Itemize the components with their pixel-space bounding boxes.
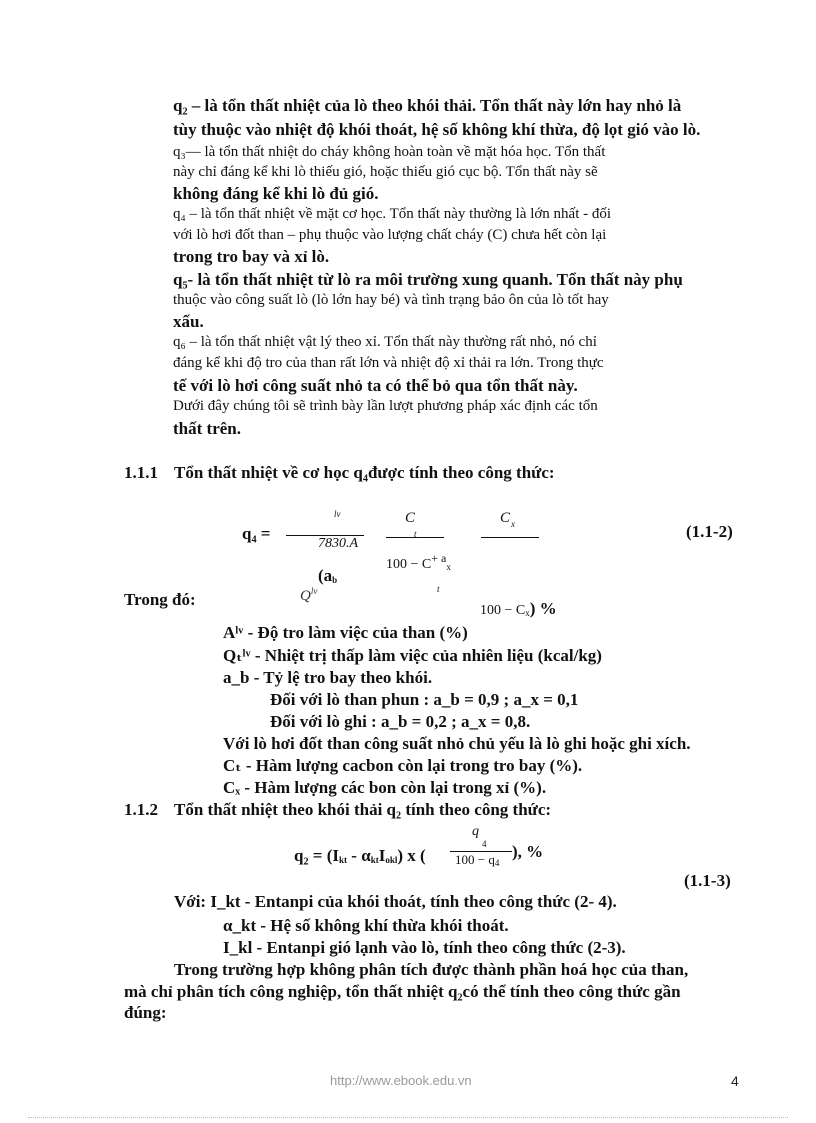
text-line: tùy thuộc vào nhiệt độ khói thoát, hệ số không khí thừa, độ lọt gió vào lò. <box>173 120 701 139</box>
text-line: q₆ – là tổn thất nhiệt vật lý theo xỉ. Tổn thất này thường rất nhỏ, nó chỉ <box>173 334 597 350</box>
definition-line: Cₜ - Hàm lượng cacbon còn lại trong tro bay (%). <box>223 756 583 775</box>
eq-ct: C <box>405 510 416 526</box>
fraction-bar <box>481 537 539 538</box>
eq-q4-sub: 4 <box>482 839 487 849</box>
section-number: 1.1.1 <box>124 463 158 482</box>
eq-sup: lv <box>334 509 341 519</box>
definition-line: Với: I_kt - Entanpi của khói thoát, tính theo công thức (2- 4). <box>174 892 617 911</box>
text-line: q₂ – là tổn thất nhiệt của lò theo khói thải. Tổn thất này lớn hay nhỏ là <box>173 96 682 115</box>
text-line: Dưới đây chúng tôi sẽ trình bày lần lượt phương pháp xác định các tổn <box>173 398 598 414</box>
eq-lhs: q₄ = <box>242 524 271 543</box>
text-line: đáng kể khi độ tro của than rất lớn và nhiệt độ xỉ thải ra lớn. Trong thực <box>173 355 604 371</box>
eq-end: ), % <box>512 842 544 861</box>
page-separator <box>28 1117 788 1118</box>
text-line: mà chỉ phân tích công nghiệp, tổn thất nhiệt q₂có thể tính theo công thức gần <box>124 982 681 1001</box>
text-line: q₅- là tổn thất nhiệt từ lò ra môi trường xung quanh. Tổn thất này phụ <box>173 270 683 289</box>
text-line: với lò hơi đốt than – phụ thuộc vào lượng chất cháy (C) chưa hết còn lại <box>173 227 607 243</box>
text-line: không đáng kể khi lò đủ gió. <box>173 184 379 203</box>
section-heading: Tổn thất nhiệt theo khói thải q₂ tính theo công thức: <box>174 800 552 819</box>
text-line: q₃— là tổn thất nhiệt do cháy không hoàn toàn về mặt hóa học. Tổn thất <box>173 144 606 160</box>
definition-line: I_kl - Entanpi gió lạnh vào lò, tính theo công thức (2-3). <box>223 938 626 957</box>
eq-q4: q <box>472 824 479 839</box>
text-line: thất trên. <box>173 419 241 438</box>
definition-line: a_b - Tỷ lệ tro bay theo khói. <box>223 668 433 687</box>
text-line: trong tro bay và xỉ lò. <box>173 247 330 266</box>
eq-cx: C <box>500 510 511 526</box>
eq-ct-sub: t <box>414 529 417 539</box>
eq-lhs: $q_2 = (I_{kt} - \alpha_{kt}I_{okl})$ x ( <box>294 846 426 865</box>
definition-line: Với lò hơi đốt than công suất nhỏ chủ yếu là lò ghi hoặc ghi xích. <box>223 734 691 753</box>
section-number: 1.1.2 <box>124 800 158 819</box>
eq-mid: $100 - C+ a_x$ <box>386 551 451 572</box>
definition-line: α_kt - Hệ số không khí thừa khói thoát. <box>223 916 509 935</box>
text-line: này chỉ đáng kể khi lò thiếu gió, hoặc thiếu gió cục bộ. Tổn thất này sẽ <box>173 164 598 180</box>
eq-cx-sub: x <box>511 519 515 529</box>
eq-ab: ($a_b$ <box>318 566 338 585</box>
page-number: 4 <box>731 1073 739 1089</box>
definition-line: Aˡᵛ - Độ tro làm việc của than (%) <box>223 623 468 642</box>
definition-line: Đối với lò than phun : a_b = 0,9 ; a_x = 0,1 <box>270 690 579 709</box>
equation-number: (1.1-3) <box>684 871 731 890</box>
text-line: Trong trường hợp không phân tích được thành phần hoá học của than, <box>174 960 689 979</box>
text-line: đúng: <box>124 1003 167 1022</box>
eq-q: $Q^{lv}$ <box>300 586 318 604</box>
footer-url: http://www.ebook.edu.vn <box>330 1073 472 1088</box>
definition-line: Qₜˡᵛ - Nhiệt trị thấp làm việc của nhiên liệu (kcal/kg) <box>223 646 602 665</box>
text-line: thuộc vào công suất lò (lò lớn hay bé) và tình trạng bảo ôn của lò tốt hay <box>173 292 609 308</box>
section-heading: Tổn thất nhiệt về cơ học q₄được tính theo công thức: <box>174 463 555 482</box>
trong-do-label: Trong đó: <box>124 590 196 609</box>
eq-right: $100 - C_x$) % <box>480 599 557 618</box>
eq-den: $100 - q_4$ <box>455 852 500 868</box>
text-line: tế với lò hơi công suất nhỏ ta có thể bỏ qua tổn thất này. <box>173 376 578 395</box>
equation-number: (1.1-2) <box>686 522 733 541</box>
eq-t-sub: t <box>437 584 440 594</box>
definition-line: Đối với lò ghi : a_b = 0,2 ; a_x = 0,8. <box>270 712 531 731</box>
fraction-bar <box>386 537 444 538</box>
definition-line: Cₓ - Hàm lượng các bon còn lại trong xỉ (%). <box>223 778 547 797</box>
eq-denominator: 7830.A <box>318 536 359 551</box>
text-line: q₄ – là tổn thất nhiệt về mặt cơ học. Tổn thất này thường là lớn nhất - đối <box>173 206 612 222</box>
text-line: xấu. <box>173 312 204 331</box>
